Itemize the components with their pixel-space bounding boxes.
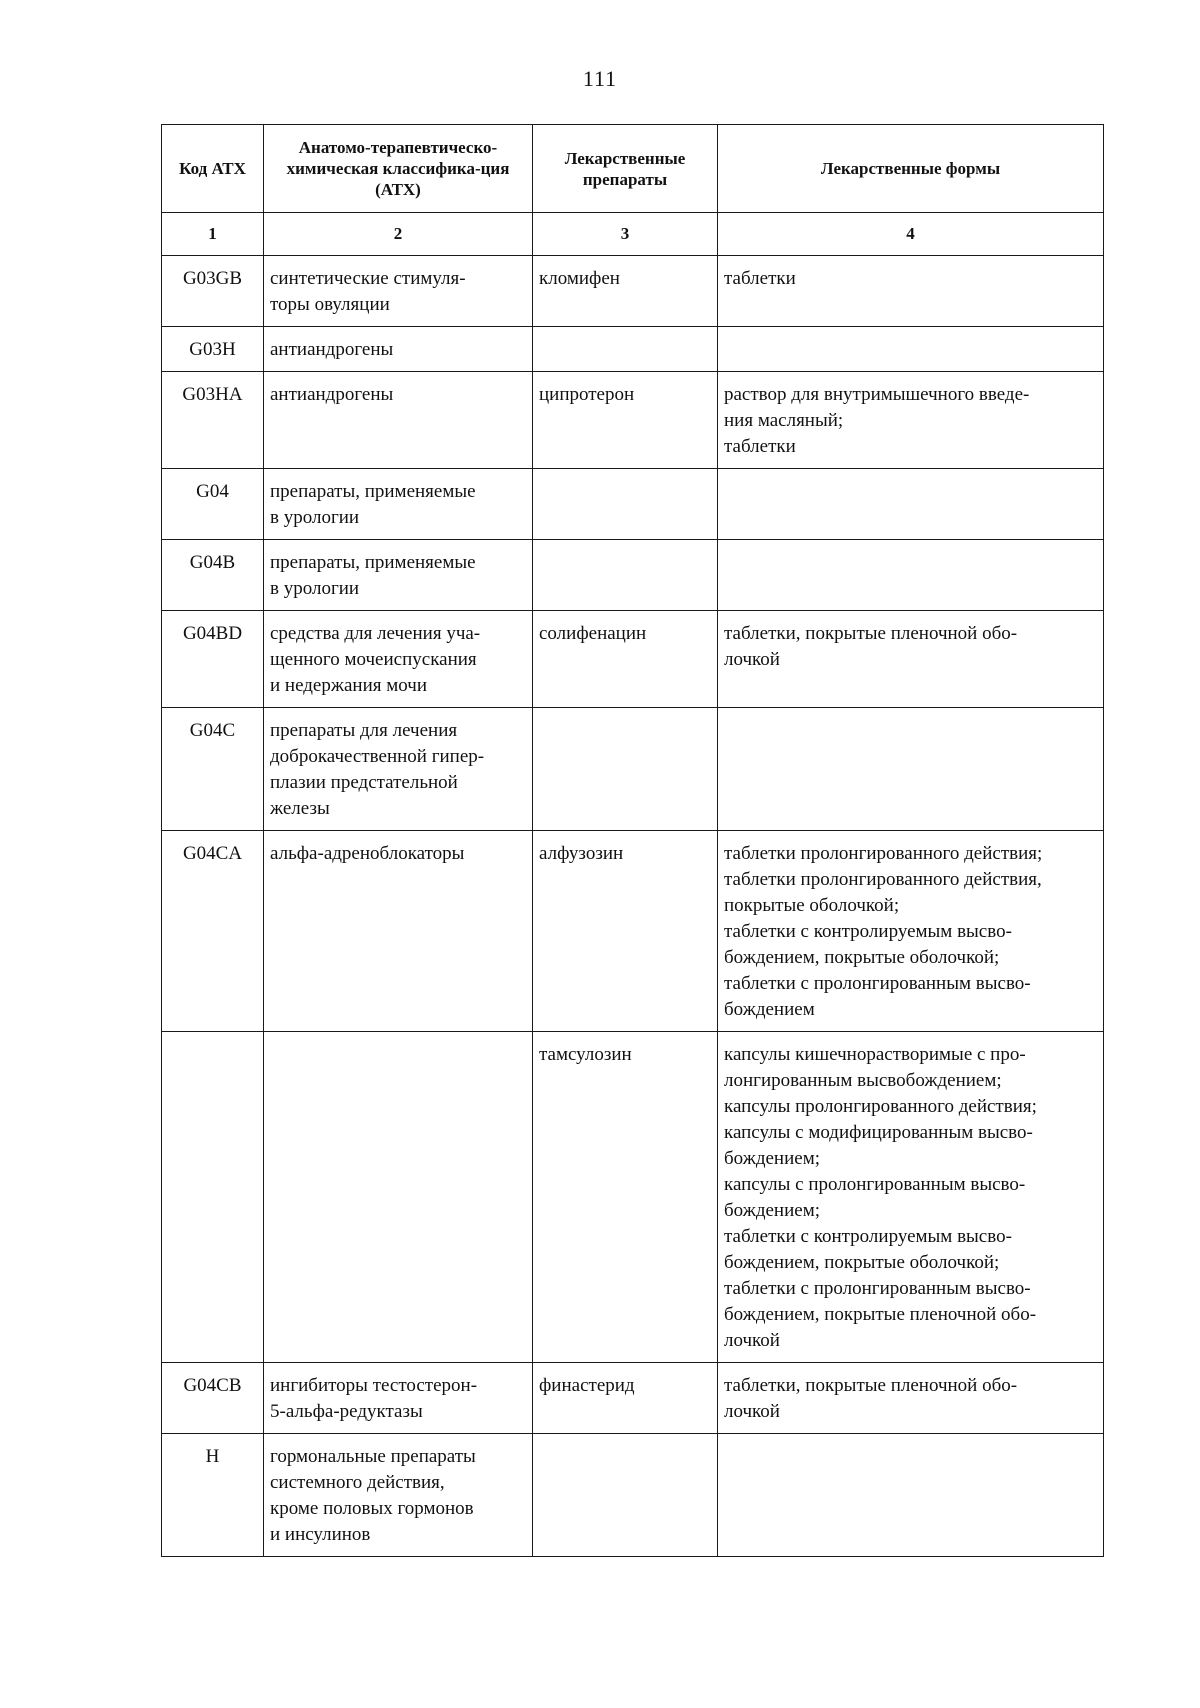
drug-cell: кломифен: [533, 256, 718, 327]
dosage-forms-cell: [718, 540, 1104, 611]
atx-code-cell: G04BD: [162, 611, 264, 708]
header-drugs: Лекарственные препараты: [533, 125, 718, 213]
dosage-form-line: бождением, покрытые оболочкой;: [724, 1252, 1000, 1273]
dosage-form-line: таблетки с пролонгированным высво-: [724, 973, 1031, 994]
classification-cell: [264, 831, 533, 1032]
dosage-forms-cell: [718, 256, 1104, 327]
dosage-form-line: бождением, покрытые оболочкой;: [724, 947, 1000, 968]
table-row: [162, 1434, 1104, 1557]
drug-cell: алфузозин: [533, 831, 718, 1032]
classification-cell: [264, 327, 533, 372]
classification-cell: [264, 256, 533, 327]
dosage-form-line: капсулы кишечнорастворимые с про-: [724, 1044, 1026, 1065]
classification-line: альфа-адреноблокаторы: [270, 843, 465, 864]
column-number: 2: [264, 213, 533, 256]
atx-table: [161, 124, 1104, 1557]
dosage-forms-cell: [718, 469, 1104, 540]
dosage-forms-cell: [718, 611, 1104, 708]
dosage-form-line: раствор для внутримышечного введе-: [724, 384, 1030, 405]
drug-cell: солифенацин: [533, 611, 718, 708]
dosage-form-line: капсулы с модифицированным высво-: [724, 1122, 1033, 1143]
drug-cell: ципротерон: [533, 372, 718, 469]
table-row: [162, 611, 1104, 708]
dosage-form-line: бождением: [724, 999, 815, 1020]
dosage-form-line: таблетки, покрытые пленочной обо-: [724, 623, 1018, 644]
classification-line: железы: [270, 798, 330, 819]
classification-cell: [264, 708, 533, 831]
column-number: 3: [533, 213, 718, 256]
table-row: [162, 540, 1104, 611]
dosage-form-line: бождением;: [724, 1200, 820, 1221]
classification-cell: [264, 469, 533, 540]
dosage-form-line: таблетки, покрытые пленочной обо-: [724, 1375, 1018, 1396]
dosage-form-line: таблетки с пролонгированным высво-: [724, 1278, 1031, 1299]
atx-code-cell: G04CA: [162, 831, 264, 1032]
atx-code-cell: G04C: [162, 708, 264, 831]
dosage-forms-cell: [718, 1032, 1104, 1363]
atx-code-cell: G03H: [162, 327, 264, 372]
atx-code-cell: G04B: [162, 540, 264, 611]
column-number: 1: [162, 213, 264, 256]
drug-cell: [533, 1434, 718, 1557]
dosage-form-line: таблетки: [724, 436, 796, 457]
table-row: [162, 1032, 1104, 1363]
dosage-form-line: покрытые оболочкой;: [724, 895, 900, 916]
dosage-form-line: лочкой: [724, 1401, 780, 1422]
dosage-form-line: капсулы с пролонгированным высво-: [724, 1174, 1026, 1195]
classification-line: антиандрогены: [270, 384, 394, 405]
classification-line: и недержания мочи: [270, 675, 428, 696]
classification-line: средства для лечения уча-: [270, 623, 481, 644]
classification-cell: [264, 611, 533, 708]
dosage-form-line: лочкой: [724, 1330, 780, 1351]
table-row: [162, 831, 1104, 1032]
dosage-form-line: лочкой: [724, 649, 780, 670]
table-row: [162, 256, 1104, 327]
classification-line: в урологии: [270, 578, 360, 599]
page-number: 111: [582, 66, 618, 91]
dosage-form-line: таблетки пролонгированного действия;: [724, 843, 1043, 864]
column-number-row: [162, 213, 1104, 256]
table-row: [162, 469, 1104, 540]
header-forms: Лекарственные формы: [718, 125, 1104, 213]
dosage-form-line: бождением, покрытые пленочной обо-: [724, 1304, 1037, 1325]
classification-line: антиандрогены: [270, 339, 394, 360]
classification-line: доброкачественной гипер-: [270, 746, 485, 767]
header-classification: Анатомо-терапевтическо-химическая классифика-ция (АТХ): [264, 125, 533, 213]
dosage-forms-cell: [718, 1363, 1104, 1434]
classification-line: препараты, применяемые: [270, 552, 476, 573]
dosage-form-line: лонгированным высвобождением;: [724, 1070, 1002, 1091]
table-row: [162, 372, 1104, 469]
dosage-form-line: бождением;: [724, 1148, 820, 1169]
classification-line: и инсулинов: [270, 1524, 371, 1545]
table-row: [162, 708, 1104, 831]
drug-cell: [533, 708, 718, 831]
drug-cell: тамсулозин: [533, 1032, 718, 1363]
dosage-form-line: ния масляный;: [724, 410, 844, 431]
drug-cell: финастерид: [533, 1363, 718, 1434]
drug-cell: [533, 469, 718, 540]
classification-line: 5-альфа-редуктазы: [270, 1401, 423, 1422]
classification-line: плазии предстательной: [270, 772, 458, 793]
classification-line: в урологии: [270, 507, 360, 528]
drug-cell: [533, 540, 718, 611]
table-row: [162, 327, 1104, 372]
atx-code-cell: G04: [162, 469, 264, 540]
classification-line: препараты для лечения: [270, 720, 458, 741]
dosage-forms-cell: [718, 372, 1104, 469]
dosage-forms-cell: [718, 1434, 1104, 1557]
classification-cell: [264, 1032, 533, 1363]
classification-line: гормональные препараты: [270, 1446, 476, 1467]
classification-line: торы овуляции: [270, 294, 390, 315]
atx-code-cell: H: [162, 1434, 264, 1557]
table-row: [162, 1363, 1104, 1434]
dosage-forms-cell: [718, 708, 1104, 831]
header-code: Код АТХ: [162, 125, 264, 213]
column-number: 4: [718, 213, 1104, 256]
dosage-form-line: таблетки с контролируемым высво-: [724, 1226, 1012, 1247]
classification-line: кроме половых гормонов: [270, 1498, 474, 1519]
drug-cell: [533, 327, 718, 372]
classification-cell: [264, 1434, 533, 1557]
dosage-form-line: таблетки пролонгированного действия,: [724, 869, 1042, 890]
table-header: [162, 125, 1104, 213]
classification-line: ингибиторы тестостерон-: [270, 1375, 478, 1396]
atx-code-cell: G04CB: [162, 1363, 264, 1434]
classification-line: системного действия,: [270, 1472, 445, 1493]
dosage-form-line: таблетки с контролируемым высво-: [724, 921, 1012, 942]
dosage-form-line: капсулы пролонгированного действия;: [724, 1096, 1037, 1117]
classification-line: щенного мочеиспускания: [270, 649, 477, 670]
dosage-forms-cell: [718, 831, 1104, 1032]
atx-code-cell: [162, 1032, 264, 1363]
dosage-form-line: таблетки: [724, 268, 796, 289]
classification-cell: [264, 540, 533, 611]
atx-code-cell: G03GB: [162, 256, 264, 327]
classification-cell: [264, 1363, 533, 1434]
classification-cell: [264, 372, 533, 469]
classification-line: синтетические стимуля-: [270, 268, 466, 289]
classification-line: препараты, применяемые: [270, 481, 476, 502]
dosage-forms-cell: [718, 327, 1104, 372]
table-body: [162, 213, 1104, 1557]
atx-code-cell: G03HA: [162, 372, 264, 469]
